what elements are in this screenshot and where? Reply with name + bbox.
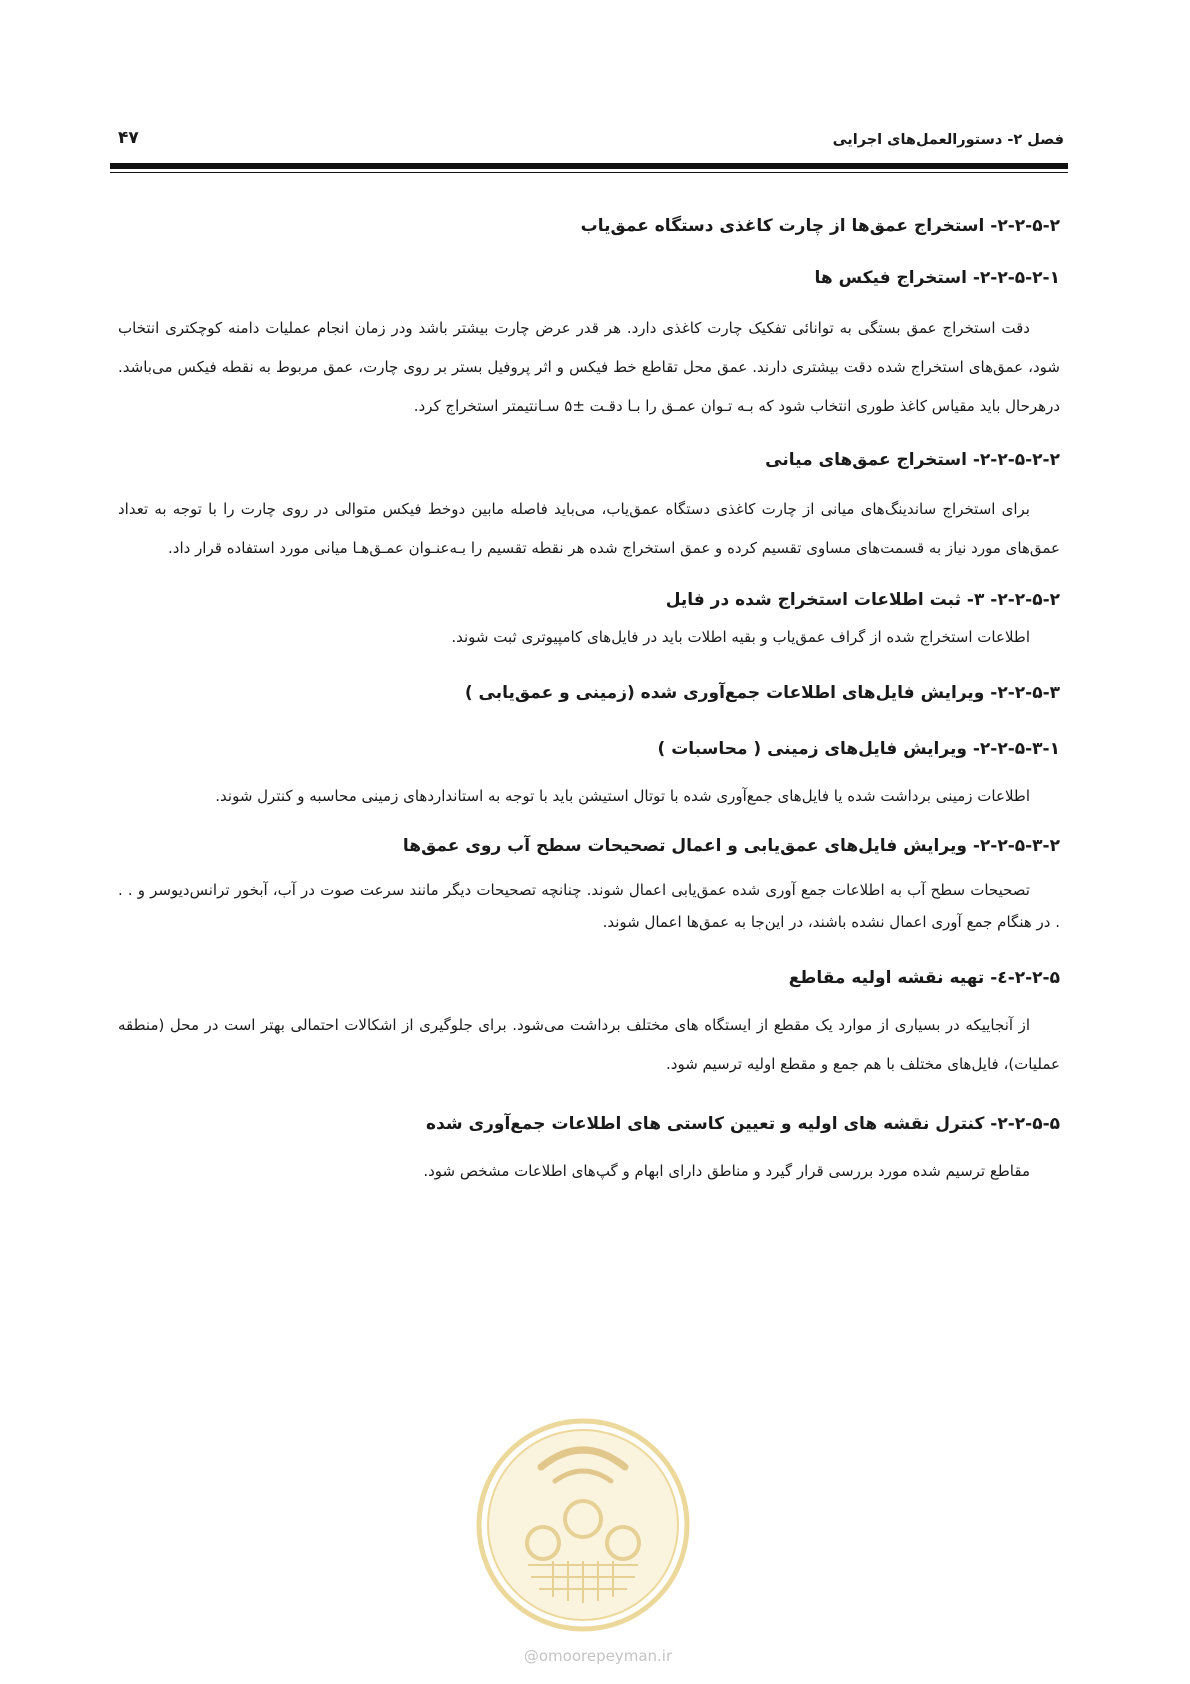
section-heading: ۲-۲-۵-۵- کنترل نقشه های اولیه و تعیین کاستی های اطلاعات جمع‌آوری شده: [426, 1114, 1060, 1134]
paragraph: برای استخراج ساندینگ‌های میانی از چارت کاغذی دستگاه عمق‌یاب، می‌باید فاصله مابین دوخط فیکس متوالی در روی چارت را با توجه به تعداد عمق‌های مورد نیاز به قسمت‌های مساوی تقسیم کرده و عمق استخراج شده هر نقطه تقسیم را بـه‌عنـوان عمـق‌هـا میانی مورد استفاده قرار داد.: [118, 500, 1060, 557]
watermark-url: @omoorepeyman.ir: [523, 1647, 673, 1665]
subsection-heading: ۲-۲-۵-۲- ۳- ثبت اطلاعات استخراج شده در فایل: [665, 590, 1060, 610]
subsection-heading: ۲-۲-۵-۲-۲- استخراج عمق‌های میانی: [765, 450, 1060, 470]
body-text: [118, 210, 1060, 1191]
running-header: [118, 128, 1064, 158]
page-number: ۴۷: [118, 128, 139, 148]
subsection-heading: ۲-۲-۵-۳-۱- ویرایش فایل‌های زمینی ( محاسبات ): [657, 739, 1060, 759]
subsection-heading: ۲-۲-۵-۳-۲- ویرایش فایل‌های عمق‌یابی و اعمال تصحیحات سطح آب روی عمق‌ها: [402, 836, 1060, 856]
watermark-seal-icon: [473, 1415, 693, 1635]
section-heading: ۲-۲-۵-۳- ویرایش فایل‌های اطلاعات جمع‌آوری شده (زمینی و عمق‌یابی ): [464, 683, 1060, 703]
paragraph: دقت استخراج عمق بستگی به توانائی تفکیک چارت کاغذی دارد. هر قدر عرض چارت بیشتر باشد ودر زمان انجام عملیات دامنه کوچکتری انتخاب شود، عمق‌های استخراج شده دقت بیشتری دارند. عمق محل تقاطع خط فیکس و اثر پروفیل بستر بر روی چارت، عمق مربوط به نقطه فیکس می‌باشد. درهرحال باید مقیاس کاغذ طوری انتخاب شود که بـه تـوان عمـق را بـا دقـت ±۵ سـانتیمتر استخراج کرد.: [118, 319, 1060, 415]
section-heading: ۲-۲-۵-۲- استخراج عمق‌ها از چارت کاغذی دستگاه عمق‌یاب: [580, 216, 1060, 236]
subsection-heading: ۲-۲-۵-۲-۱- استخراج فیکس ها: [814, 268, 1060, 288]
header-rule-thick: [110, 163, 1068, 169]
paragraph: اطلاعات استخراج شده از گراف عمق‌یاب و بقیه اطلات باید در فایل‌های کامپیوتری ثبت شوند.: [451, 628, 1030, 646]
header-rule-thin: [110, 172, 1068, 173]
paragraph: تصحیحات سطح آب به اطلاعات جمع آوری شده عمق‌یابی اعمال شوند. چنانچه تصحیحات دیگر مانند سرعت صوت در آب، آبخور ترانس‌دیوسر و . . . در هنگام جمع آوری اعمال نشده باشند، در این‌جا به عمق‌ها اعمال شوند.: [118, 881, 1060, 931]
section-heading: ۲-۲-۵-٤- تهیه نقشه اولیه مقاطع: [788, 968, 1060, 988]
paragraph: اطلاعات زمینی برداشت شده یا فایل‌های جمع‌آوری شده با توتال استیشن باید با توجه به استانداردهای زمینی محاسبه و کنترل شوند.: [215, 787, 1030, 805]
paragraph: مقاطع ترسیم شده مورد بررسی قرار گیرد و مناطق دارای ابهام و گپ‌های اطلاعات مشخص شود.: [423, 1162, 1030, 1180]
paragraph: از آنجاییکه در بسیاری از موارد یک مقطع از ایستگاه های مختلف برداشت می‌شود. برای جلوگیری از اشکالات احتمالی بهتر است در محل (منطقه عملیات)، فایل‌های مختلف با هم جمع و مقطع اولیه ترسیم شود.: [118, 1016, 1060, 1073]
chapter-title: فصل ۲- دستورالعمل‌های اجرایی: [832, 132, 1064, 148]
